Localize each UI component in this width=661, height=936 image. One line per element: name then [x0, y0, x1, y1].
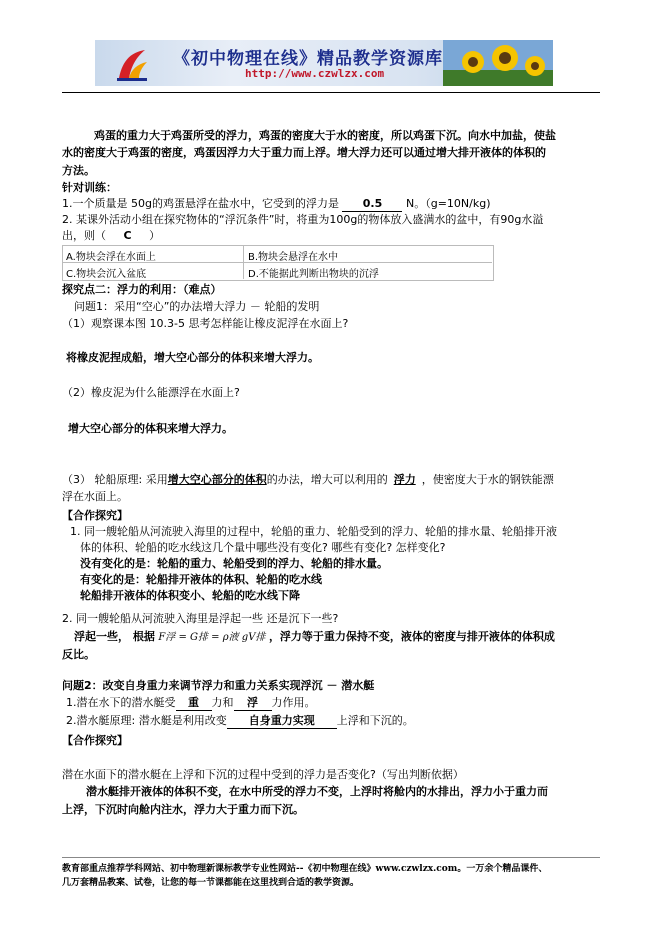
footer-line2: 几万套精品教案、试卷，让您的每一节课都能在这里找到合适的教学资源。	[62, 878, 360, 888]
problem2-answer-line1: 潜水艇排开液体的体积不变，在水中所受的浮力不变，上浮时将舱内的水排出，浮力小于重力而	[86, 785, 548, 798]
coop2-a-line1	[74, 630, 555, 645]
q2-bracket: ）	[149, 229, 161, 242]
header-divider	[62, 92, 600, 93]
problem2-heading: 问题2：改变自身重力来调节浮力和重力关系实现浮沉 － 潜水艇	[62, 679, 375, 692]
option-a: A.物块会浮在水面上	[66, 252, 156, 263]
q3-mid: 的办法，增大可以利用的	[266, 473, 388, 486]
options-col-divider	[243, 245, 244, 279]
problem2-answer-line2: 上浮，下沉时向舱内注水，浮力大于重力而下沉。	[62, 803, 304, 816]
item2-pre: 2.潜水艇原理: 潜水艇是利用改变	[66, 714, 227, 727]
coop1-a-line2: 有变化的是：轮船排开液体的体积、轮船的吃水线	[80, 573, 322, 586]
coop2-a-line2: 反比。	[62, 648, 95, 661]
para1-line2: 水的密度大于鸡蛋的密度，鸡蛋因浮力大于重力而上浮。增大浮力还可以通过增大排开液体的体积的	[62, 146, 546, 159]
buoyancy-formula: F浮 = G排 = ρ液 gV排	[158, 632, 266, 643]
coop2-a-post: ，浮力等于重力保持不变，液体的密度与排开液体的体积成	[268, 630, 555, 643]
item1-pre: 1.潜在水下的潜水艇受	[66, 696, 176, 709]
q3-post: ，使密度大于水的钢铁能漂	[421, 473, 554, 486]
footer	[62, 862, 602, 890]
coop1-a-line1: 没有变化的是：轮船的重力、轮船受到的浮力、轮船的排水量。	[80, 557, 388, 570]
item1-blank2: 浮	[234, 696, 272, 711]
q1-answer: 0.5	[342, 197, 402, 212]
sub-a2: 增大空心部分的体积来增大浮力。	[68, 422, 233, 435]
item1-blank1: 重	[176, 696, 212, 711]
site-logo-icon	[115, 48, 149, 82]
coop-heading-1: 【合作探究】	[62, 509, 128, 522]
training-q2-line2	[62, 229, 160, 243]
sub-a1: 将橡皮泥捏成船，增大空心部分的体积来增大浮力。	[66, 351, 319, 364]
footer-divider	[62, 857, 600, 858]
q3-blank2: 浮力	[393, 473, 416, 486]
q1-text: 1.一个质量是 50g的鸡蛋悬浮在盐水中，它受到的浮力是	[62, 197, 339, 210]
q2-answer: C	[123, 229, 132, 242]
q3-blank1: 增大空心部分的体积	[167, 473, 267, 486]
sub-q3	[62, 473, 554, 487]
coop2-a-pre: 浮起一些， 根据	[74, 630, 155, 643]
coop1-a-line3: 轮船排开液体的体积变小、轮船的吃水线下降	[80, 589, 300, 602]
q2-stem: 出，则（	[62, 229, 106, 242]
item1-post: 力作用。	[271, 696, 316, 709]
problem2-item1	[66, 696, 316, 711]
q1-unit: N。（g=10N/kg)	[405, 197, 491, 210]
item2-blank: 自身重力实现	[227, 714, 337, 729]
sub-q1: （1）观察课本图 10.3-5 思考怎样能让橡皮泥浮在水面上?	[62, 317, 349, 330]
training-q2-line1: 2. 某课外活动小组在探究物体的“浮沉条件”时，将重为100g的物体放入盛满水的盆中，有90g水溢	[62, 213, 544, 226]
option-c: C.物块会沉入盆底	[66, 269, 147, 280]
problem2-question: 潜在水面下的潜水艇在上浮和下沉的过程中受到的浮力是否变化?（写出判断依据）	[62, 768, 464, 781]
sub-q3-line2: 浮在水面上。	[62, 490, 128, 503]
problem1-heading: 问题1：采用“空心”的办法增大浮力 － 轮船的发明	[74, 300, 320, 313]
q3-stem: （3） 轮船原理: 采用	[62, 473, 168, 486]
training-heading: 针对训练：	[62, 181, 117, 194]
problem2-item2	[66, 714, 414, 729]
item2-post: 上浮和下沉的。	[336, 714, 414, 727]
footer-line1: 教育部重点推荐学科网站、初中物理新课标教学专业性网站--《初中物理在线》www.czwlzx.com。一万余个精品课件、	[62, 864, 548, 874]
coop1-q-line2: 体的体积、轮船的吃水线这几个量中哪些没有变化? 哪些有变化? 怎样变化?	[80, 541, 446, 554]
coop2-q: 2. 同一艘轮船从河流驶入海里是浮起一些 还是沉下一些?	[62, 612, 339, 625]
section2-heading: 探究点二：浮力的利用：（难点）	[62, 283, 222, 296]
para1-line3: 方法。	[62, 164, 95, 177]
banner-title: 《初中物理在线》精品教学资源库	[173, 49, 443, 69]
option-b: B.物块会悬浮在水中	[248, 252, 339, 263]
header-banner	[95, 40, 553, 86]
banner-url: http://www.czwlzx.com	[245, 67, 385, 80]
para1-line1: 鸡蛋的重力大于鸡蛋所受的浮力，鸡蛋的密度大于水的密度，所以鸡蛋下沉。向水中加盐，使盐	[94, 129, 556, 142]
coop1-q-line1: 1. 同一艘轮船从河流驶入海里的过程中，轮船的重力、轮船受到的浮力、轮船的排水量、轮船排开液	[70, 525, 557, 538]
item1-mid: 力和	[211, 696, 234, 709]
coop-heading-2: 【合作探究】	[62, 734, 128, 747]
option-d: D.不能据此判断出物块的沉浮	[248, 269, 379, 280]
training-q1	[62, 197, 491, 212]
sub-q2: （2）橡皮泥为什么能漂浮在水面上?	[62, 386, 240, 399]
sunflower-image	[443, 40, 553, 86]
